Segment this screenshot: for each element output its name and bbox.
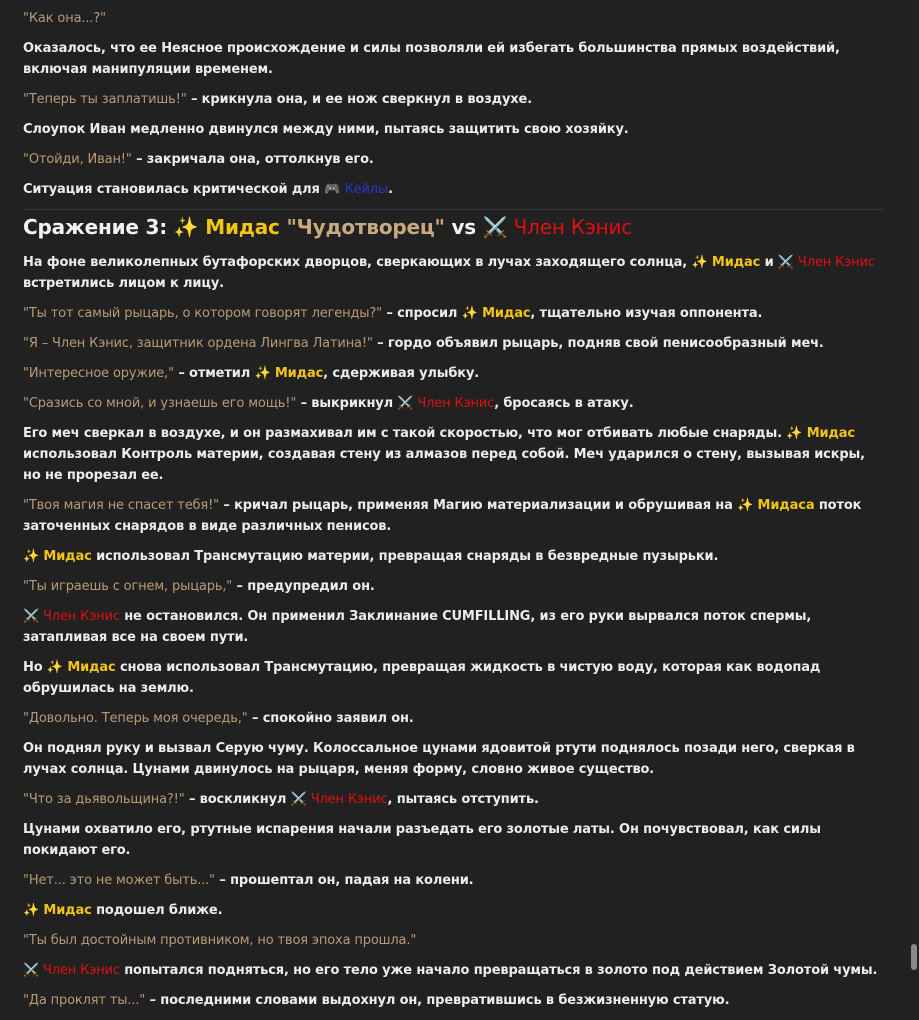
paragraph bbox=[23, 990, 883, 1011]
narration-text: снова использовал Трансмутацию, превращая жидкость в чистую воду, которая как водопад обрушилась на землю. bbox=[23, 660, 821, 696]
crossed-swords-icon: ⚔️ bbox=[482, 215, 508, 239]
narration-text: попытался подняться, но его тело уже начало превращаться в золото под действием Золотой чумы. bbox=[119, 963, 878, 978]
character-name-midas: Мидас bbox=[62, 660, 116, 675]
paragraph bbox=[23, 89, 883, 110]
quote-text: "Ты был достойным противником, но твоя эпоха прошла." bbox=[23, 933, 417, 948]
sparkles-icon: ✨ bbox=[23, 903, 40, 918]
crossed-swords-icon: ⚔️ bbox=[397, 396, 414, 411]
paragraph bbox=[23, 179, 883, 200]
sparkles-icon: ✨ bbox=[737, 498, 754, 513]
narration-text: , тщательно изучая оппонента. bbox=[530, 306, 763, 321]
narration-text: – спокойно заявил он. bbox=[247, 711, 414, 726]
crossed-swords-icon: ⚔️ bbox=[23, 609, 40, 624]
quote-text: "Твоя магия не спасет тебя!" bbox=[23, 498, 219, 513]
paragraph bbox=[23, 363, 883, 384]
paragraph bbox=[23, 393, 883, 414]
paragraph bbox=[23, 119, 883, 140]
paragraph bbox=[23, 495, 883, 537]
paragraph bbox=[23, 38, 883, 80]
quote-text: "Отойди, Иван!" bbox=[23, 152, 132, 167]
paragraph bbox=[23, 576, 883, 597]
quote-text: "Да проклят ты..." bbox=[23, 993, 146, 1008]
character-nickname: "Чудотворец" bbox=[286, 215, 445, 239]
heading-prefix: Сражение 3: bbox=[23, 215, 174, 239]
paragraph bbox=[23, 252, 883, 294]
narration-text: – последними словами выдохнул он, превратившись в безжизненную статую. bbox=[145, 993, 730, 1008]
quote-text: "Как она...?" bbox=[23, 11, 106, 26]
character-name-member: Член Кэнис bbox=[413, 396, 495, 411]
narration-text: – спросил bbox=[381, 306, 462, 321]
sparkles-icon: ✨ bbox=[691, 255, 708, 270]
character-name-member: Член Кэнис bbox=[39, 609, 120, 624]
narration-text: Его меч сверкал в воздухе, и он размахивал им с такой скоростью, что мог отбивать любые снаряды. bbox=[23, 426, 787, 441]
quote-text: "Интересное оружие," bbox=[23, 366, 174, 381]
sparkles-icon: ✨ bbox=[254, 366, 271, 381]
narration-text: – гордо объявил рыцарь, подняв свой пенисообразный меч. bbox=[372, 336, 824, 351]
narration-text: На фоне великолепных бутафорских дворцов, сверкающих в лучах заходящего солнца, bbox=[23, 255, 692, 270]
paragraph bbox=[23, 657, 883, 699]
narration-text: использовал Контроль материи, создавая стену из алмазов перед собой. Меч ударился о стену, вызывая искры, но не прорезал ее. bbox=[23, 447, 865, 483]
narration-text: , сдерживая улыбку. bbox=[323, 366, 480, 381]
scrollbar-thumb[interactable] bbox=[911, 944, 917, 970]
narration-text: Слоупок Иван медленно двинулся между ними, пытаясь защитить свою хозяйку. bbox=[23, 122, 629, 137]
paragraph bbox=[23, 870, 883, 891]
quote-text: "Ты тот самый рыцарь, о котором говорят легенды?" bbox=[23, 306, 382, 321]
character-name-midas: Мидас bbox=[477, 306, 531, 321]
crossed-swords-icon: ⚔️ bbox=[290, 792, 307, 807]
narration-text: встретились лицом к лицу. bbox=[23, 276, 224, 291]
narration-text: – отметил bbox=[173, 366, 255, 381]
paragraph bbox=[23, 303, 883, 324]
character-name-member: Член Кэнис bbox=[793, 255, 875, 270]
narration-text: , пытаясь отступить. bbox=[387, 792, 539, 807]
character-name-midas: Мидас bbox=[707, 255, 761, 270]
narration-text: Оказалось, что ее Неясное происхождение и силы позволяли ей избегать большинства прямых воздействий, включая манипуляции временем. bbox=[23, 41, 840, 77]
paragraph bbox=[23, 149, 883, 170]
character-name-midas: Мидас bbox=[270, 366, 324, 381]
paragraph bbox=[23, 900, 883, 921]
battle-heading bbox=[23, 212, 883, 242]
quote-text: "Ты играешь с огнем, рыцарь," bbox=[23, 579, 233, 594]
quote-text: "Нет... это не может быть..." bbox=[23, 873, 215, 888]
narration-text: – кричал рыцарь, применяя Магию материализации и обрушивая на bbox=[219, 498, 738, 513]
narration-text: подошел ближе. bbox=[91, 903, 223, 918]
narration-text: использовал Трансмутацию материи, превращая снаряды в безвредные пузырьки. bbox=[91, 549, 719, 564]
narration-text: – крикнула она, и ее нож сверкнул в воздухе. bbox=[186, 92, 532, 107]
narration-text: – закричала она, оттолкнув его. bbox=[131, 152, 374, 167]
narration-text: , бросаясь в атаку. bbox=[494, 396, 634, 411]
character-name-midas: Мидас bbox=[39, 549, 92, 564]
narration-text: – воскликнул bbox=[184, 792, 291, 807]
narration-text: – выкрикнул bbox=[296, 396, 398, 411]
character-name-kaily: Кейлы bbox=[344, 182, 389, 197]
section-divider bbox=[23, 209, 883, 210]
paragraph bbox=[23, 423, 883, 486]
character-name-member: Член Кэнис bbox=[507, 215, 633, 239]
character-name-member: Член Кэнис bbox=[39, 963, 120, 978]
story-content bbox=[23, 8, 883, 1020]
gamepad-icon: 🎮 bbox=[324, 182, 341, 197]
character-name-midas: Мидас bbox=[198, 215, 287, 239]
character-name-midas: Мидас bbox=[802, 426, 855, 441]
paragraph bbox=[23, 738, 883, 780]
narration-text: – прошептал он, падая на колени. bbox=[215, 873, 474, 888]
quote-text: "Что за дьявольщина?!" bbox=[23, 792, 185, 807]
paragraph bbox=[23, 819, 883, 861]
paragraph bbox=[23, 546, 883, 567]
narration-text: Он поднял руку и вызвал Серую чуму. Колоссальное цунами ядовитой ртути поднялось позади него, сверкая в лучах солнца. Цунами двинулось на рыцаря, меняя форму, словно живое существо. bbox=[23, 741, 855, 777]
character-name-member: Член Кэнис bbox=[306, 792, 388, 807]
character-name-midas: Мидас bbox=[39, 903, 92, 918]
crossed-swords-icon: ⚔️ bbox=[23, 963, 40, 978]
narration-text: Ситуация становилась критической для bbox=[23, 182, 325, 197]
paragraph bbox=[23, 333, 883, 354]
sparkles-icon: ✨ bbox=[46, 660, 63, 675]
paragraph bbox=[23, 960, 883, 981]
scrollbar[interactable] bbox=[909, 0, 919, 972]
paragraph bbox=[23, 8, 883, 29]
quote-text: "Теперь ты заплатишь!" bbox=[23, 92, 187, 107]
quote-text: "Сразись со мной, и узнаешь его мощь!" bbox=[23, 396, 297, 411]
heading-vs: vs bbox=[444, 215, 483, 239]
narration-text: Цунами охватило его, ртутные испарения начали разъедать его золотые латы. Он почувствовал, как силы покидают его. bbox=[23, 822, 821, 858]
sparkles-icon: ✨ bbox=[786, 426, 803, 441]
paragraph bbox=[23, 930, 883, 951]
sparkles-icon: ✨ bbox=[23, 549, 40, 564]
paragraph bbox=[23, 708, 883, 729]
quote-text: "Довольно. Теперь моя очередь," bbox=[23, 711, 248, 726]
narration-text: и bbox=[760, 255, 778, 270]
sparkles-icon: ✨ bbox=[461, 306, 478, 321]
character-name-midas: Мидаса bbox=[753, 498, 815, 513]
narration-text: . bbox=[388, 182, 393, 197]
quote-text: "Я – Член Кэнис, защитник ордена Лингва Латина!" bbox=[23, 336, 373, 351]
crossed-swords-icon: ⚔️ bbox=[777, 255, 794, 270]
narration-text: не остановился. Он применил Заклинание CUMFILLING, из его руки вырвался поток спермы, затапливая все на своем пути. bbox=[23, 609, 812, 645]
narration-text: Но bbox=[23, 660, 47, 675]
paragraph bbox=[23, 789, 883, 810]
sparkles-icon: ✨ bbox=[173, 215, 199, 239]
paragraph bbox=[23, 606, 883, 648]
narration-text: поток заточенных снарядов в виде различных пенисов. bbox=[23, 498, 862, 534]
narration-text: – предупредил он. bbox=[232, 579, 375, 594]
